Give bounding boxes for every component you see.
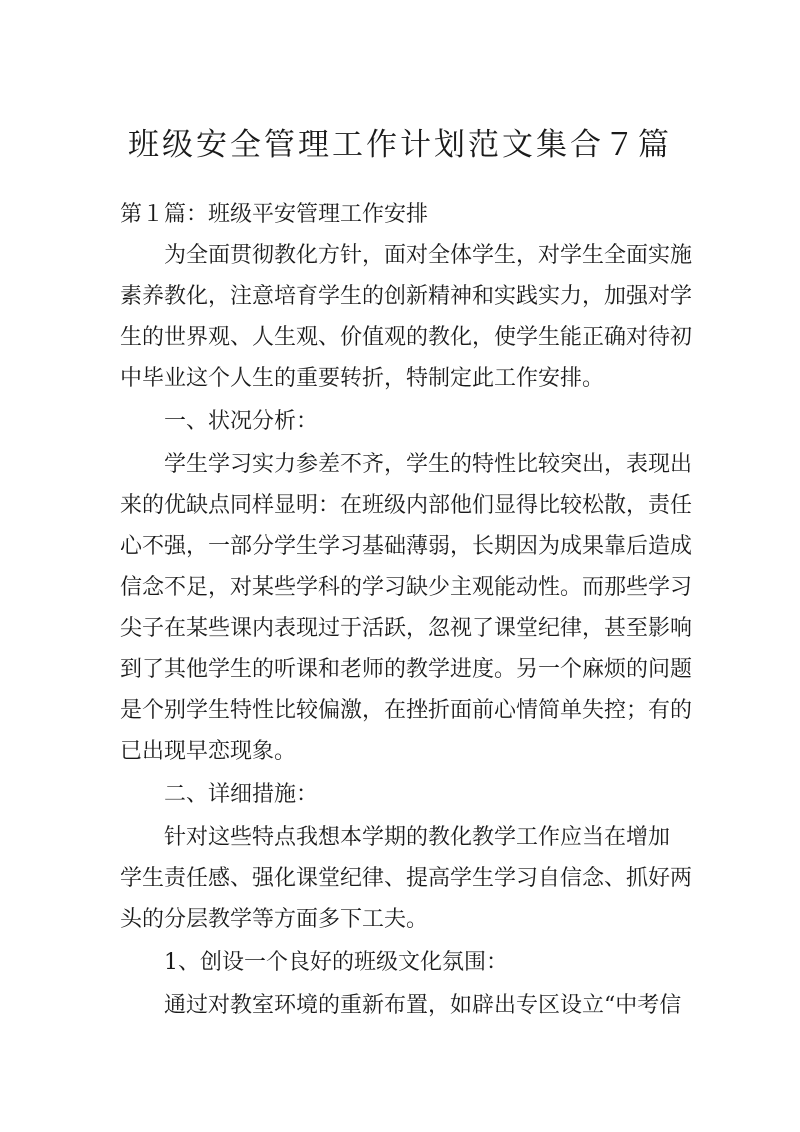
paragraph-line: 学生责任感、强化课堂纪律、提高学生学习自信念、抓好两: [120, 866, 693, 891]
paragraph-line: 为全面贯彻教化方针，面对全体学生，对学生全面实施: [164, 243, 693, 268]
paragraph-line: 素养教化，注意培育学生的创新精神和实践实力，加强对学: [120, 284, 693, 309]
paragraph-line: 针对这些特点我想本学期的教化教学工作应当在增加: [164, 825, 671, 850]
paragraph-line: 心不强，一部分学生学习基础薄弱，长期因为成果靠后造成: [120, 534, 693, 559]
paragraph-line: 通过对教室环境的重新布置，如辟出专区设立“中考信: [164, 993, 682, 1018]
paragraph-line: 中毕业这个人生的重要转折，特制定此工作安排。: [120, 366, 605, 391]
paragraph-line: 是个别学生特性比较偏激，在挫折面前心情简单失控；有的: [120, 698, 693, 723]
paragraph-line: 已出现早恋现象。: [120, 739, 297, 764]
paragraph-line: 来的优缺点同样显明：在班级内部他们显得比较松散，责任: [120, 493, 693, 518]
section-heading: 二、详细措施：: [164, 782, 319, 807]
section-heading: 一、状况分析：: [164, 409, 319, 434]
document-title: 班级安全管理工作计划范文集合７篇: [128, 127, 672, 163]
paragraph-line: 生的世界观、人生观、价值观的教化，使学生能正确对待初: [120, 325, 693, 350]
paragraph-line: 头的分层教学等方面多下工夫。: [120, 907, 429, 932]
subsection-heading: 1、创设一个良好的班级文化氛围：: [164, 950, 508, 975]
chapter-heading: 第１篇：班级平安管理工作安排: [120, 202, 429, 227]
paragraph-line: 学生学习实力参差不齐，学生的特性比较突出，表现出: [164, 452, 693, 477]
paragraph-line: 尖子在某些课内表现过于活跃，忽视了课堂纪律，甚至影响: [120, 616, 693, 641]
paragraph-line: 信念不足，对某些学科的学习缺少主观能动性。而那些学习: [120, 575, 693, 600]
paragraph-line: 到了其他学生的听课和老师的教学进度。另一个麻烦的问题: [120, 657, 693, 682]
